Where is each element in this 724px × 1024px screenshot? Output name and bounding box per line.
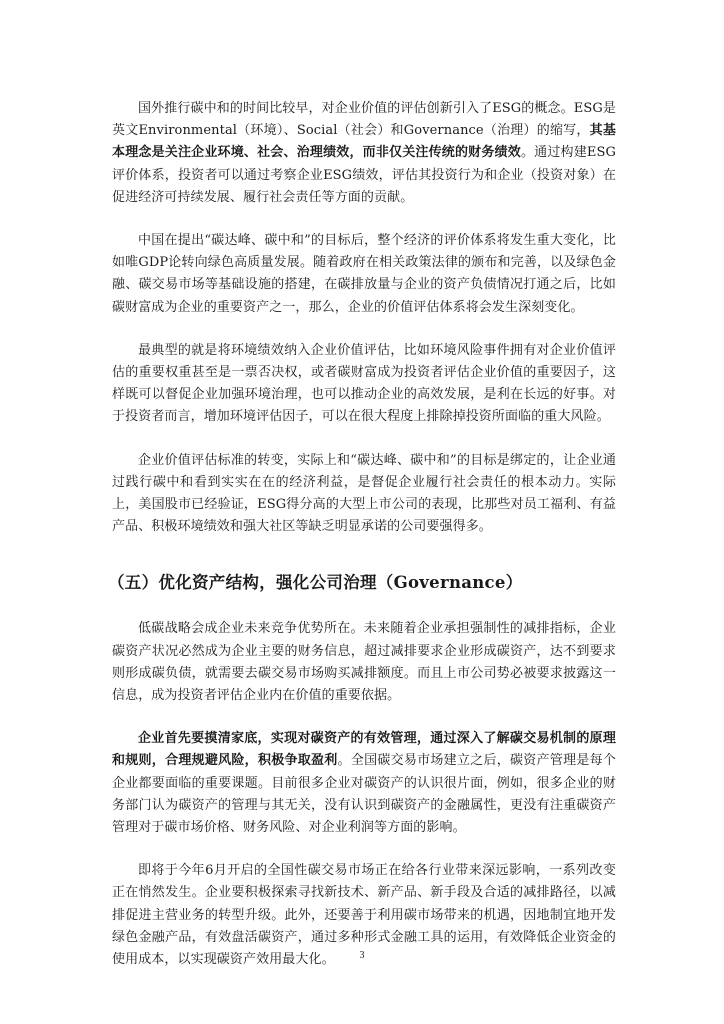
paragraph-bold-text: 企业首先要摸清家底，实现对碳资产的有效管理，通过深入了解碳交易机制的原理和规则，合理规避风险，积极争取盈利 xyxy=(112,731,616,769)
paragraph-bold-text: 其基本理念是关注企业环境、社会、治理绩效，而非仅关注传统的财务绩效 xyxy=(112,123,617,161)
page-body xyxy=(108,98,617,971)
paragraph-china-evaluation: 中国在提出“碳达峰、碳中和”的目标后，整个经济的评价体系将发生重大变化，比如唯GDP论转向绿色高质量发展。随着政府在相关政策法律的颁布和完善，以及绿色金融、碳交易市场等基础设施的搭建，在碳排放量与企业的资产负债情况打通之后，比如碳财富成为企业的重要资产之一，那么，企业的价值评估体系将会发生深刻变化。 xyxy=(112,233,616,315)
page-number: 3 xyxy=(359,950,365,961)
section-heading: （五）优化资产结构，强化公司治理（Governance） xyxy=(108,573,523,593)
paragraph-national-carbon-market: 即将于今年6月开启的全国性碳交易市场正在给各行业带来深远影响，一系列改变正在悄然发生。企业要积极探索寻找新技术、新产品、新手段及合适的减排路径，以减排促进主营业务的转型升级。此外，还要善于利用碳市场带来的机遇，因地制宜地开发绿色金融产品，有效盘活碳资产，通过多种形式金融工具的运用，有效降低企业资金的使用成本，以实现碳资产效用最大化。 xyxy=(112,863,616,968)
paragraph-valuation-standard: 企业价值评估标准的转变，实际上和“碳达峰、碳中和”的目标是绑定的，让企业通过践行碳中和看到实实在在的经济利益，是督促企业履行社会责任的根本动力。实际上，美国股市已经验证，ESG得分高的大型上市公司的表现，比那些对员工福利、有益产品、积极环境绩效和强大社区等缺乏明显承诺的公司要强得多。 xyxy=(112,452,616,535)
paragraph-text: 国外推行碳中和的时间比较早，对企业价值的评估创新引入了ESG的概念。ESG是英文Environmental（环境）、Social（社会）和Governance（治理）的缩写， xyxy=(112,101,616,139)
paragraph-carbon-asset-management xyxy=(112,728,616,839)
paragraph-text: 。全国碳交易市场建立之后，碳资产管理是每个企业都要面临的重要课题。目前很多企业对碳资产的认识很片面，例如，很多企业的财务部门认为碳资产的管理与其无关，没有认识到碳资产的金融属性，更没有注重碳资产管理对于碳市场价格、财务风险、对企业利润等方面的影响。 xyxy=(112,753,616,836)
paragraph-text: 。通过构建ESG评价体系，投资者可以通过考察企业ESG绩效，评估其投资行为和企业（投资对象）在促进经济可持续发展、履行社会责任等方面的贡献。 xyxy=(112,145,616,205)
paragraph-low-carbon-strategy: 低碳战略会成企业未来竞争优势所在。未来随着企业承担强制性的减排指标，企业碳资产状况必然成为企业主要的财务信息，超过减排要求企业形成碳资产，达不到要求则形成碳负债，就需要去碳交易市场购买减排额度。而且上市公司势必被要求披露这一信息，成为投资者评估企业内在价值的重要依据。 xyxy=(112,621,616,704)
paragraph-esg-concept xyxy=(112,98,616,209)
paragraph-environment-valuation: 最典型的就是将环境绩效纳入企业价值评估，比如环境风险事件拥有对企业价值评估的重要权重甚至是一票否决权，或者碳财富成为投资者评估企业价值的重要因子，这样既可以督促企业加强环境治理，也可以推动企业的高效发展，是利在长远的好事。对于投资者而言，增加环境评估因子，可以在很大程度上排除掉投资所面临的重大风险。 xyxy=(112,342,616,425)
